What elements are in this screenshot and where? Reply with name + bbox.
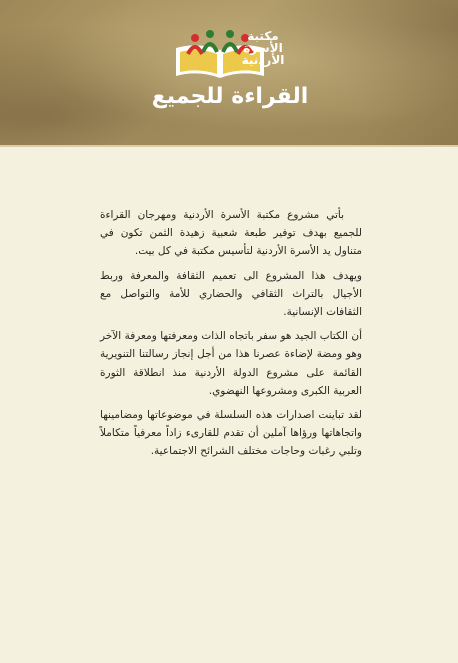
paragraph: لقد تباينت اصدارات هذه السلسلة في موضوعاتها ومضامينها واتجاهاتها ورؤاها آملين أن تقدم للقارىء زاداً معرفياً متكاملاً وتلبي رغبات وحاجات مختلف الشرائح الاجتماعية. <box>100 409 362 458</box>
library-name: مكتبة الأسرة الأردنية <box>241 29 285 67</box>
brand-title: القراءة للجميع <box>151 84 309 109</box>
paragraph: ويهدف هذا المشروع الى تعميم الثقافة والمعرفة وربط الأجيال بالتراث الثقافي والحضاري للأمة والتواصل مع الثقافات الإنسانية. <box>100 269 362 319</box>
paragraph: بأتي مشروع مكتبة الأسرة الأردنية ومهرجان القراءة للجميع بهدف توفير طبعة شعبية زهيدة الثمن تكون في متناول يد الأسرة الأردنية لتأسيس مكتبة في كل بيت. <box>100 209 362 258</box>
header-banner <box>0 0 458 145</box>
header-divider <box>0 145 458 147</box>
paragraph: أن الكتاب الجيد هو سفر باتجاه الذات ومعرفتها ومعرفة الآخر وهو ومضة لإضاءة عصرنا هذا من أجل إنجاز رسالتنا التنويرية القائمة على مشروع الدولة الأردنية منذ انطلاقة الثورة العربية الكبرى ومشروعها النهضوي. <box>100 330 362 397</box>
body-text <box>100 206 362 467</box>
